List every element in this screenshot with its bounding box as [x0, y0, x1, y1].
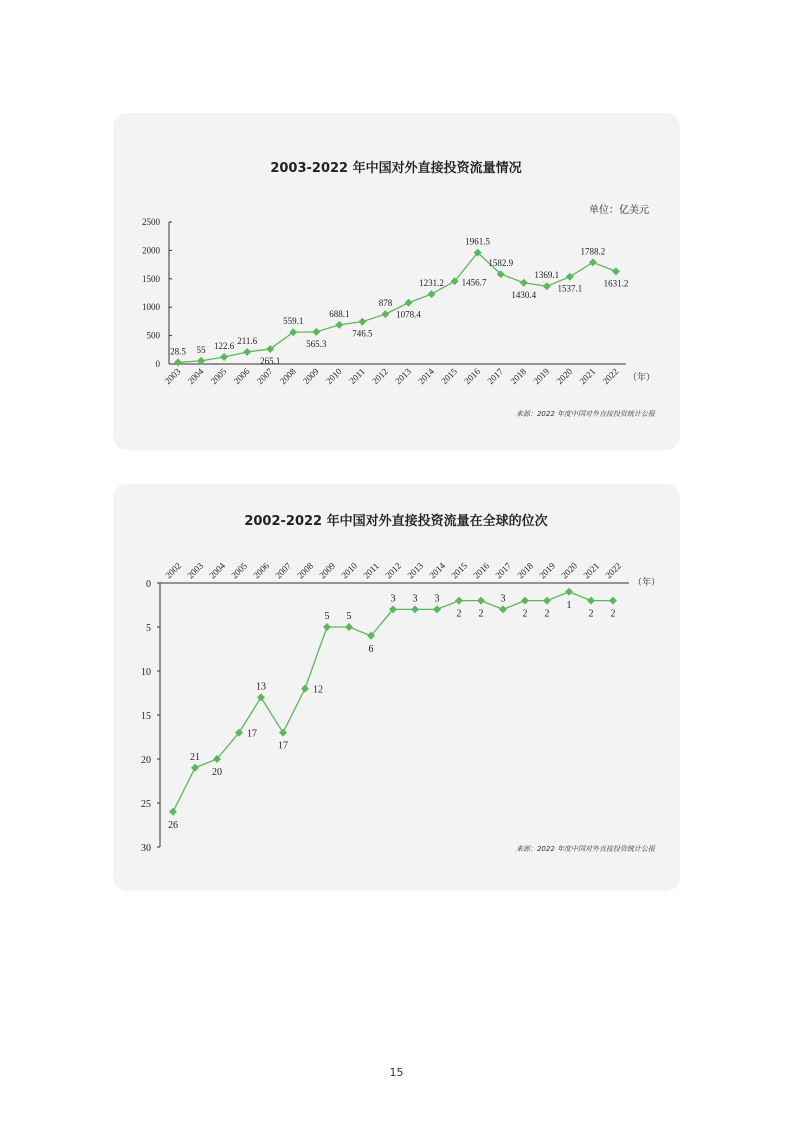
data-label: 6	[368, 643, 374, 655]
data-label: 1231.2	[419, 278, 444, 289]
data-point	[455, 597, 463, 605]
data-label: 688.1	[329, 308, 350, 319]
x-tick-label: 2014	[427, 560, 448, 581]
data-label: 746.5	[352, 328, 373, 339]
data-label: 2	[456, 608, 462, 620]
x-tick-label: 2010	[323, 366, 344, 387]
source-note: 来源：2022 年度中国对外直接投资统计公报	[515, 845, 655, 853]
data-label: 26	[168, 819, 178, 831]
data-point	[257, 693, 265, 701]
data-label: 3	[390, 593, 396, 605]
data-label: 21	[190, 751, 200, 763]
data-point	[477, 597, 485, 605]
data-point	[612, 267, 620, 275]
data-point	[566, 273, 574, 281]
unit-label: 单位：亿美元	[589, 205, 649, 216]
x-tick-label: 2013	[393, 366, 413, 387]
data-label: 3	[500, 593, 506, 605]
data-point	[428, 290, 436, 298]
data-label: 2	[522, 608, 528, 620]
data-label: 28.5	[170, 346, 186, 357]
x-tick-label: 2019	[537, 560, 558, 581]
y-tick-label: 15	[141, 711, 151, 722]
data-point	[543, 597, 551, 605]
x-tick-label: 2018	[515, 560, 536, 581]
data-label: 1788.2	[580, 246, 606, 257]
data-point	[243, 348, 251, 356]
x-tick-label: 2007	[273, 560, 294, 581]
y-tick-label: 0	[155, 359, 160, 369]
data-point	[191, 764, 199, 772]
data-label: 1078.4	[396, 309, 421, 320]
data-label: 20	[212, 767, 222, 778]
data-label: 1430.4	[511, 289, 537, 300]
chart-panel-outflow	[113, 113, 680, 450]
x-tick-label: 2022	[600, 366, 621, 387]
data-point	[405, 299, 413, 307]
data-point	[589, 258, 597, 266]
series-line	[173, 592, 613, 812]
data-label: 878	[378, 298, 393, 309]
data-point	[521, 597, 529, 605]
y-tick-label: 20	[141, 755, 151, 766]
data-label: 1369.1	[534, 270, 560, 281]
data-point	[335, 321, 343, 329]
data-point	[220, 353, 228, 361]
data-label: 265.1	[260, 355, 281, 366]
x-tick-label: 2020	[554, 366, 575, 387]
data-point	[433, 605, 441, 613]
x-tick-label: 2011	[361, 560, 381, 581]
data-point	[174, 358, 182, 366]
y-tick-label: 30	[141, 843, 151, 854]
page-number: 15	[389, 1066, 404, 1079]
data-label: 1537.1	[557, 283, 583, 294]
x-tick-label: 2022	[603, 560, 624, 581]
data-label: 3	[434, 593, 440, 605]
data-point	[381, 310, 389, 318]
data-point	[312, 328, 320, 336]
data-point	[520, 279, 528, 287]
data-label: 13	[256, 681, 266, 693]
x-tick-label: 2004	[207, 560, 228, 581]
x-tick-label: 2016	[462, 366, 483, 387]
chart-title: 2002-2022 年中国对外直接投资流量在全球的位次	[244, 514, 548, 529]
data-label: 17	[278, 740, 288, 752]
y-tick-label: 5	[146, 623, 151, 634]
y-tick-label: 500	[146, 330, 160, 341]
x-tick-label: 2021	[577, 366, 598, 387]
x-tick-label: 2004	[185, 366, 206, 387]
x-tick-label: 2003	[185, 560, 206, 581]
data-label: 12	[313, 684, 323, 696]
data-label: 211.6	[237, 335, 258, 346]
x-tick-label: 2015	[439, 366, 460, 387]
x-tick-label: 2016	[471, 560, 492, 581]
data-label: 2	[478, 608, 484, 620]
data-point	[323, 623, 331, 631]
x-tick-label: 2008	[295, 560, 316, 581]
data-label: 565.3	[306, 338, 327, 349]
data-point	[169, 808, 177, 816]
x-tick-label: 2007	[254, 366, 275, 387]
x-tick-label: 2006	[231, 366, 252, 387]
data-label: 122.6	[213, 341, 235, 352]
data-label: 2	[588, 608, 594, 620]
x-tick-label: 2012	[383, 560, 404, 581]
data-point	[587, 597, 595, 605]
x-tick-label: 2009	[300, 366, 321, 387]
data-label: 17	[247, 728, 257, 740]
data-label: 5	[346, 611, 352, 622]
data-point	[358, 318, 366, 326]
x-unit-label: （年）	[628, 372, 656, 382]
data-label: 1456.7	[461, 277, 487, 288]
chart-panel-ranking	[113, 484, 680, 891]
data-label: 1961.5	[465, 236, 491, 247]
data-label: 55	[196, 344, 206, 355]
y-tick-label: 10	[141, 667, 151, 678]
x-tick-label: 2011	[347, 366, 367, 386]
x-tick-label: 2005	[208, 366, 229, 387]
data-point	[543, 282, 551, 290]
data-label: 2	[610, 608, 616, 620]
y-tick-label: 1500	[142, 273, 160, 284]
data-point	[499, 605, 507, 613]
data-point	[301, 685, 309, 693]
data-label: 2	[544, 608, 550, 620]
data-label: 3	[412, 593, 418, 605]
outflow-line-chart	[113, 113, 680, 450]
x-tick-label: 2010	[339, 560, 360, 581]
x-tick-label: 2019	[531, 366, 552, 387]
x-tick-label: 2012	[370, 366, 390, 387]
data-label: 5	[324, 611, 330, 622]
x-tick-label: 2018	[508, 366, 529, 387]
y-tick-label: 25	[141, 799, 151, 810]
data-label: 1631.2	[603, 278, 629, 289]
source-note: 来源：2022 年度中国对外直接投资统计公报	[515, 410, 655, 418]
y-tick-label: 2500	[142, 217, 160, 227]
x-tick-label: 2017	[493, 560, 514, 581]
chart-title: 2003-2022 年中国对外直接投资流量情况	[270, 161, 522, 176]
data-label: 1582.9	[488, 258, 514, 269]
x-unit-label: （年）	[633, 577, 661, 587]
data-point	[609, 597, 617, 605]
data-label: 559.1	[283, 316, 304, 327]
x-tick-label: 2014	[416, 366, 436, 387]
y-tick-label: 1000	[142, 302, 160, 313]
x-tick-label: 2003	[162, 366, 183, 387]
x-tick-label: 2021	[581, 560, 602, 581]
data-point	[565, 588, 573, 596]
data-point	[411, 605, 419, 613]
x-tick-label: 2006	[251, 560, 272, 581]
data-point	[279, 729, 287, 737]
y-tick-label: 0	[146, 579, 151, 590]
x-tick-label: 2013	[405, 560, 426, 581]
ranking-line-chart	[113, 484, 680, 891]
x-tick-label: 2017	[485, 366, 506, 387]
data-point	[345, 623, 353, 631]
x-tick-label: 2009	[317, 560, 338, 581]
x-tick-label: 2020	[559, 560, 580, 581]
x-tick-label: 2008	[277, 366, 298, 387]
data-label: 1	[566, 599, 572, 611]
x-tick-label: 2015	[449, 560, 470, 581]
x-tick-label: 2005	[229, 560, 250, 581]
y-tick-label: 2000	[142, 245, 160, 256]
x-tick-label: 2002	[163, 560, 184, 581]
